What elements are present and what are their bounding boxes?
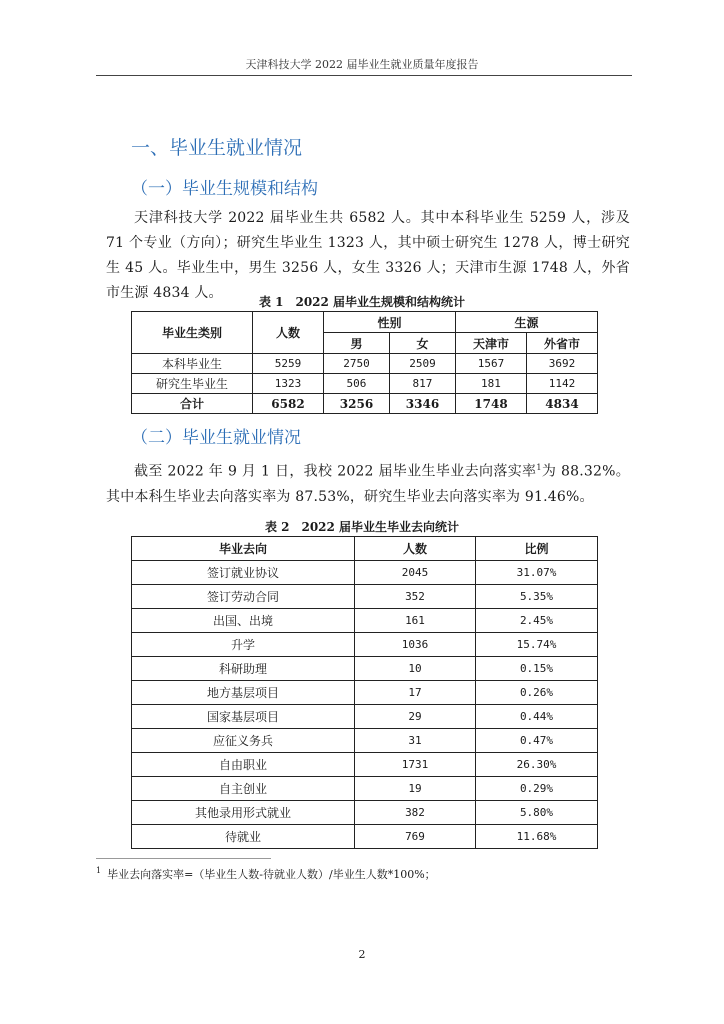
header-destination: 毕业去向 [132,537,355,561]
header-divider [96,75,632,76]
destination-table [131,536,598,849]
cell: 6582 [253,394,324,414]
cell: 19 [355,777,476,801]
page-number: 2 [358,948,366,961]
row-label: 应征义务兵 [132,729,355,753]
cell: 0.47% [476,729,598,753]
employment-paragraph [106,455,630,510]
header-tianjin: 天津市 [455,333,526,354]
paragraph-text: 为 88.32%。其中本科生毕业去向落实率为 87.53%，研究生毕业去向落实率为 91.46%。 [106,463,630,505]
row-label: 升学 [132,633,355,657]
cell: 1748 [455,394,526,414]
cell: 15.74% [476,633,598,657]
cell: 769 [355,825,476,849]
cell: 3256 [324,394,390,414]
cell: 0.29% [476,777,598,801]
cell: 29 [355,705,476,729]
cell: 2.45% [476,609,598,633]
row-label: 科研助理 [132,657,355,681]
table-row [132,681,598,705]
cell: 1731 [355,753,476,777]
row-label: 出国、出境 [132,609,355,633]
header-other-provinces: 外省市 [526,333,597,354]
header-count: 人数 [253,312,324,354]
table-row [132,633,598,657]
cell: 506 [324,374,390,394]
cell: 3346 [389,394,455,414]
cell: 1142 [526,374,597,394]
cell: 817 [389,374,455,394]
row-label: 签订就业协议 [132,561,355,585]
cell: 5.35% [476,585,598,609]
cell: 352 [355,585,476,609]
graduate-scale-table [131,311,598,414]
cell: 382 [355,801,476,825]
cell: 26.30% [476,753,598,777]
cell: 5.80% [476,801,598,825]
cell: 2045 [355,561,476,585]
header-male: 男 [324,333,390,354]
table-row [132,777,598,801]
table-row [132,801,598,825]
cell: 181 [455,374,526,394]
table-row [132,609,598,633]
row-label: 国家基层项目 [132,705,355,729]
table-row [132,657,598,681]
scale-paragraph: 天津科技大学 2022 届毕业生共 6582 人。其中本科毕业生 5259 人，涉及 71 个专业（方向）；研究生毕业生 1323 人，其中硕士研究生 1278 人，博士研究生 45 人。毕业生中，男生 3256 人，女生 3326 人；天津市生源 1748 人，外省市生源 4834 人。 [106,210,630,301]
cell: 5259 [253,354,324,374]
cell: 0.44% [476,705,598,729]
table-row [132,825,598,849]
table-row [132,705,598,729]
table-total-row [132,394,598,414]
cell: 31 [355,729,476,753]
cell: 10 [355,657,476,681]
row-label: 待就业 [132,825,355,849]
header-gender: 性别 [324,312,456,333]
footnote-divider [96,858,271,859]
section-title: 一、毕业生就业情况 [131,137,303,159]
row-label: 自主创业 [132,777,355,801]
table1-caption: 表 1 2022 届毕业生规模和结构统计 [258,295,466,309]
table-row [132,753,598,777]
header-category: 毕业生类别 [132,312,253,354]
table-row [132,354,598,374]
cell: 3692 [526,354,597,374]
cell: 1567 [455,354,526,374]
row-label: 合计 [132,394,253,414]
cell: 161 [355,609,476,633]
row-label: 研究生毕业生 [132,374,253,394]
footnote [96,866,436,882]
footnote-reference: 1 [536,463,542,472]
table2-caption: 表 2 2022 届毕业生毕业去向统计 [264,520,460,534]
header-origin: 生源 [455,312,597,333]
table-row [132,585,598,609]
header-female: 女 [389,333,455,354]
cell: 1036 [355,633,476,657]
header-count: 人数 [355,537,476,561]
running-header: 天津科技大学 2022 届毕业生就业质量年度报告 [245,58,479,71]
cell: 0.26% [476,681,598,705]
footnote-text: 毕业去向落实率=（毕业生人数-待就业人数）/毕业生人数*100%； [107,868,436,881]
paragraph-text: 截至 2022 年 9 月 1 日，我校 2022 届毕业生毕业去向落实率 [134,463,537,480]
footnote-marker: 1 [96,866,102,876]
cell: 31.07% [476,561,598,585]
cell: 2750 [324,354,390,374]
row-label: 地方基层项目 [132,681,355,705]
cell: 1323 [253,374,324,394]
row-label: 签订劳动合同 [132,585,355,609]
cell: 11.68% [476,825,598,849]
subsection-title-employment: （二）毕业生就业情况 [131,428,301,448]
subsection-title-scale: （一）毕业生规模和结构 [131,179,318,199]
cell: 0.15% [476,657,598,681]
row-label: 其他录用形式就业 [132,801,355,825]
header-ratio: 比例 [476,537,598,561]
table-row [132,561,598,585]
cell: 17 [355,681,476,705]
cell: 2509 [389,354,455,374]
cell: 4834 [526,394,597,414]
table-row [132,374,598,394]
table-row [132,729,598,753]
row-label: 自由职业 [132,753,355,777]
row-label: 本科毕业生 [132,354,253,374]
